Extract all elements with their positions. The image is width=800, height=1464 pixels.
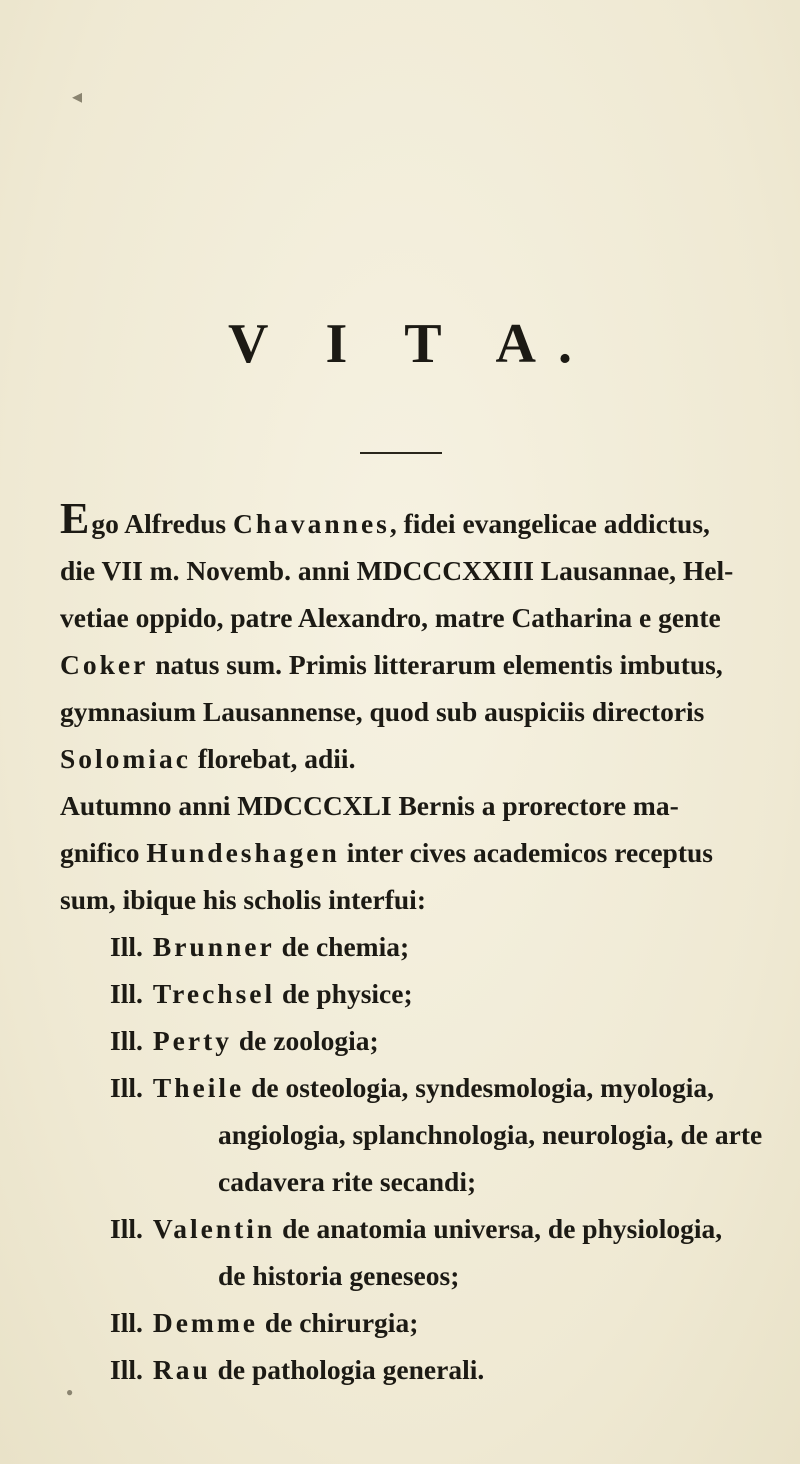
honorific: Ill.	[110, 931, 143, 962]
subject-text: de anatomia universa, de physiologia,	[275, 1213, 723, 1244]
text-line	[60, 876, 760, 923]
person-name: Chavannes	[232, 508, 390, 539]
subject-text: de zoologia;	[231, 1025, 379, 1056]
subject-text: de chirurgia;	[257, 1307, 419, 1338]
person-name: Trechsel	[152, 978, 276, 1009]
margin-mark: ◂	[72, 86, 83, 108]
text-span: go Alfredus	[91, 508, 233, 539]
person-name: Solomiac	[60, 743, 191, 774]
teacher-list	[60, 923, 763, 1393]
teacher-entry	[60, 1205, 760, 1252]
text-span: vetiae oppido, patre Alexandro, matre Catharina e gente	[60, 602, 721, 633]
text-line	[60, 641, 760, 688]
honorific: Ill.	[110, 1307, 143, 1338]
teacher-entry	[60, 1064, 760, 1111]
text-span: inter cives academicos receptus	[339, 837, 714, 868]
text-span: gymnasium Lausannense, quod sub auspiciis directoris	[60, 696, 705, 727]
drop-cap: E	[60, 494, 90, 543]
subject-text: de chemia;	[274, 931, 410, 962]
teacher-entry-continuation: angiologia, splanchnologia, neurologia, de arte	[218, 1119, 763, 1150]
text-span: gnifico	[60, 837, 147, 868]
title-divider	[360, 452, 442, 454]
person-name: Coker	[60, 649, 149, 680]
text-line	[60, 782, 760, 829]
text-span: die VII m. Novemb. anni MDCCCXXIII Lausannae, Hel-	[60, 555, 734, 586]
person-name: Perty	[152, 1025, 232, 1056]
text-line	[60, 688, 760, 735]
text-span: sum, ibique his scholis interfui:	[60, 884, 426, 915]
person-name: Theile	[152, 1072, 245, 1103]
text-span: Autumno anni MDCCCXLI Bernis a prorectore ma-	[60, 790, 679, 821]
subject-text: de pathologia generali.	[210, 1354, 485, 1385]
teacher-entry	[60, 923, 760, 970]
honorific: Ill.	[110, 978, 143, 1009]
honorific: Ill.	[110, 1213, 143, 1244]
page-title: V I T A.	[228, 313, 594, 375]
honorific: Ill.	[110, 1072, 143, 1103]
text-span: natus sum. Primis litterarum elementis imbutus,	[148, 649, 723, 680]
margin-mark: ●	[66, 1385, 74, 1399]
text-line	[60, 829, 760, 876]
teacher-entry	[60, 970, 760, 1017]
honorific: Ill.	[110, 1025, 143, 1056]
teacher-entry-continuation: cadavera rite secandi;	[218, 1166, 477, 1197]
subject-text: de osteologia, syndesmologia, myologia,	[244, 1072, 714, 1103]
text-span: , fidei evangelicae addictus,	[389, 508, 710, 539]
teacher-entry	[60, 1299, 760, 1346]
person-name: Demme	[152, 1307, 258, 1338]
teacher-entry	[60, 1346, 760, 1393]
text-line	[60, 547, 760, 594]
text-line	[60, 594, 760, 641]
teacher-entry-continuation: de historia geneseos;	[218, 1260, 460, 1291]
text-line	[60, 735, 760, 782]
text-span: florebat, adii.	[190, 743, 356, 774]
person-name: Hundeshagen	[146, 837, 340, 868]
text-line	[60, 494, 760, 547]
person-name: Valentin	[152, 1213, 276, 1244]
person-name: Brunner	[152, 931, 275, 962]
honorific: Ill.	[110, 1354, 143, 1385]
teacher-entry	[60, 1017, 760, 1064]
body-text	[60, 494, 763, 1393]
person-name: Rau	[152, 1354, 211, 1385]
subject-text: de physice;	[275, 978, 413, 1009]
